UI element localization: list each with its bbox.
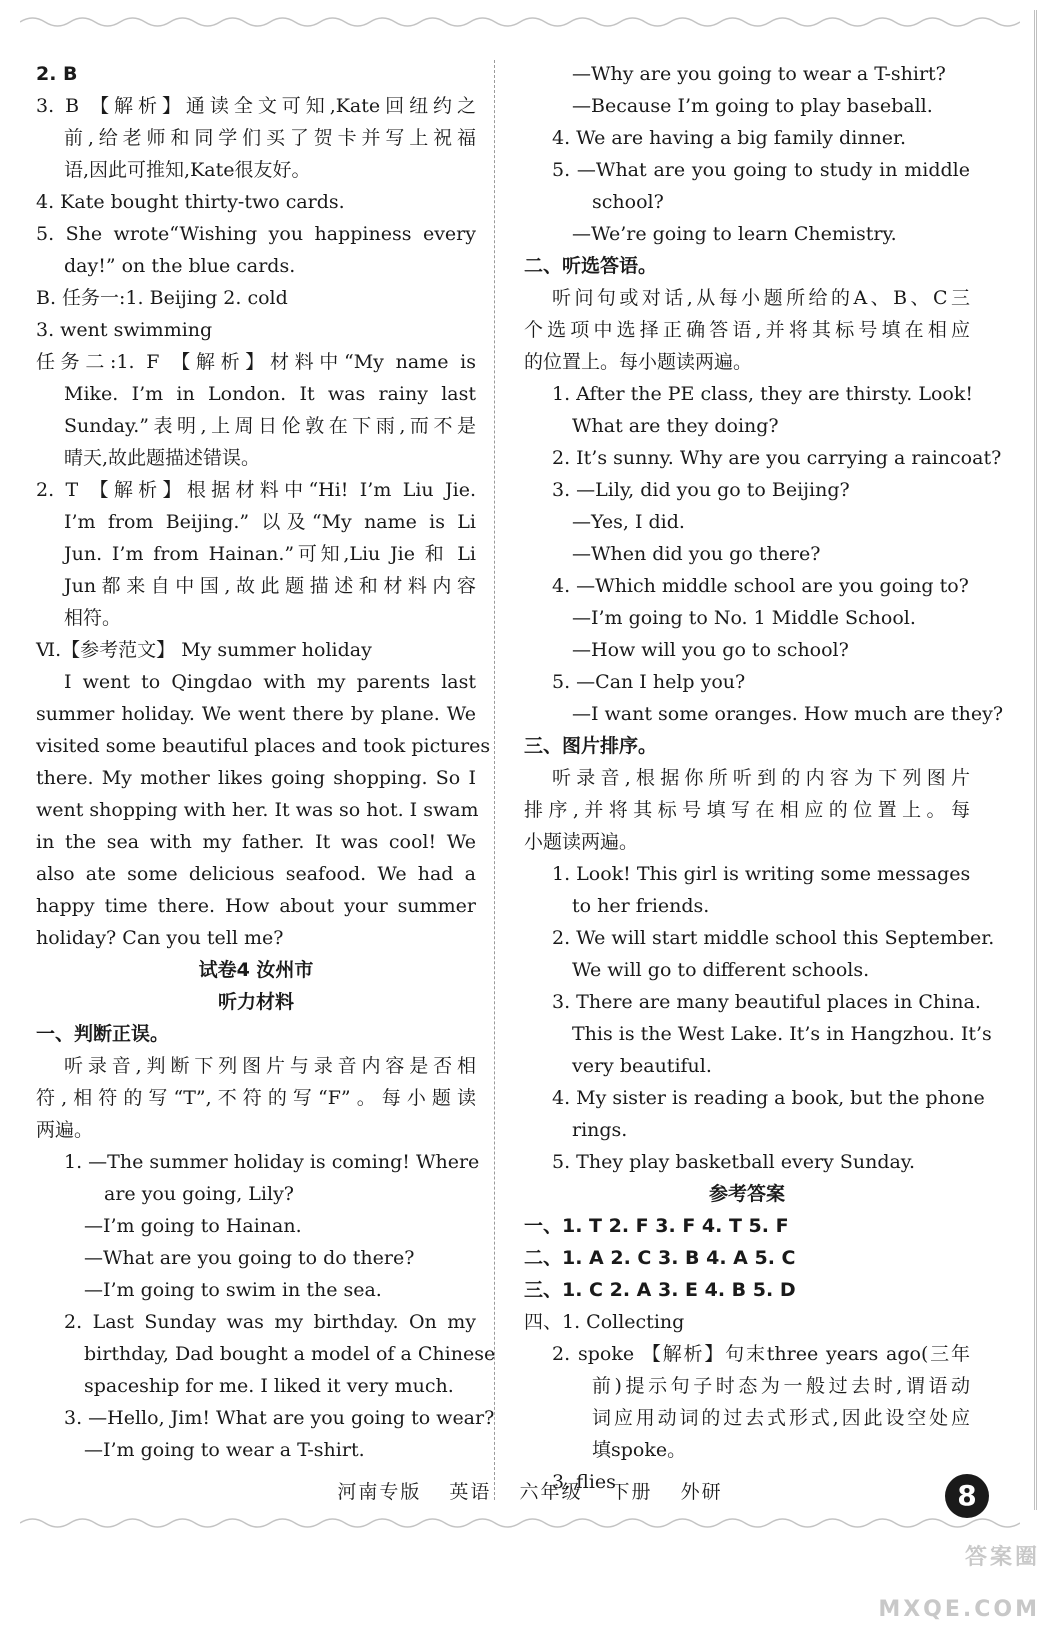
text-line: 4. Kate bought thirty-two cards. xyxy=(36,191,345,213)
text-line: went shopping with her. It was so hot. I swam xyxy=(36,799,479,821)
text-line: 4. —Which middle school are you going to? xyxy=(552,575,969,597)
text-line: 任务二:1. F 【解析】材料中“My name is xyxy=(36,351,476,373)
text-line: I went to Qingdao with my parents last xyxy=(64,671,476,693)
text-line: —We’re going to learn Chemistry. xyxy=(572,223,897,245)
text-line: 5. —Can I help you? xyxy=(552,671,746,693)
footer-edition: 河南专版 xyxy=(337,1481,422,1503)
text-line: there. My mother likes going shopping. So I xyxy=(36,767,476,789)
left-column xyxy=(36,58,496,1466)
text-line: —I’m going to swim in the sea. xyxy=(84,1279,382,1301)
text-line: 符,相符的写“T”,不符的写“F”。每小题读 xyxy=(36,1087,476,1109)
text-line: 5. She wrote“Wishing you happiness every xyxy=(36,223,476,245)
text-line: 前,给老师和同学们买了贺卡并写上祝福 xyxy=(64,127,476,149)
text-line: 语,因此可推知,Kate很友好。 xyxy=(64,159,311,181)
text-line: 小题读两遍。 xyxy=(524,831,639,853)
text-line: 2. It’s sunny. Why are you carrying a raincoat? xyxy=(552,447,1002,469)
text-line: in the sea with my father. It was cool! We xyxy=(36,831,476,853)
text-line: —I want some oranges. How much are they? xyxy=(572,703,1004,725)
text-line: This is the West Lake. It’s in Hangzhou. It’s xyxy=(572,1023,992,1045)
text-line: 1. Look! This girl is writing some messages xyxy=(552,863,971,885)
text-line: 4. We are having a big family dinner. xyxy=(552,127,907,149)
text-line: 2. T 【解析】根据材料中“Hi! I’m Liu Jie. xyxy=(36,479,476,501)
text-line: 5. —What are you going to study in middle xyxy=(552,159,970,181)
watermark-logo: 答案圈 MXQE.COM xyxy=(878,1545,1040,1622)
text-line: B. 任务一:1. Beijing 2. cold xyxy=(36,287,288,309)
text-line: Ⅵ.【参考范文】 My summer holiday xyxy=(36,639,372,661)
text-line: —When did you go there? xyxy=(572,543,821,565)
text-line: to her friends. xyxy=(572,895,710,917)
text-line: —What are you going to do there? xyxy=(84,1247,415,1269)
text-line: rings. xyxy=(572,1119,628,1141)
bottom-wave-border xyxy=(20,1515,1020,1531)
text-line: 一、1. T 2. F 3. F 4. T 5. F xyxy=(524,1215,789,1237)
text-line: 3. —Lily, did you go to Beijing? xyxy=(552,479,850,501)
text-line: —Yes, I did. xyxy=(572,511,685,533)
text-line: 一、判断正误。 xyxy=(36,1023,170,1045)
text-line: 填spoke。 xyxy=(592,1439,687,1461)
text-line: 试卷4 汝州市 xyxy=(198,959,314,981)
text-line: 听录音,判断下列图片与录音内容是否相 xyxy=(64,1055,476,1077)
footer-volume: 下册 xyxy=(610,1481,653,1503)
text-line: day!” on the blue cards. xyxy=(64,255,296,277)
text-line: are you going, Lily? xyxy=(104,1183,294,1205)
text-line: summer holiday. We went there by plane. We xyxy=(36,703,476,725)
text-line: 排序,并将其标号填写在相应的位置上。每 xyxy=(524,799,970,821)
text-line: 2. spoke 【解析】句末three years ago(三年 xyxy=(552,1343,970,1365)
text-line: birthday, Dad bought a model of a Chinese xyxy=(84,1343,496,1365)
text-line: 听力材料 xyxy=(217,991,294,1013)
text-line: 三、1. C 2. A 3. E 4. B 5. D xyxy=(524,1279,796,1301)
text-line: 3. —Hello, Jim! What are you going to wear? xyxy=(64,1407,495,1429)
text-line: holiday? Can you tell me? xyxy=(36,927,284,949)
text-line: 听录音,根据你所听到的内容为下列图片 xyxy=(552,767,970,789)
text-line: 二、听选答语。 xyxy=(524,255,658,277)
text-line: 1. After the PE class, they are thirsty. Look! xyxy=(552,383,973,405)
text-line: spaceship for me. I liked it very much. xyxy=(84,1375,454,1397)
column-divider xyxy=(494,60,495,1500)
text-line: What are they doing? xyxy=(572,415,779,437)
text-line: —I’m going to Hainan. xyxy=(84,1215,302,1237)
text-line: —Because I’m going to play baseball. xyxy=(572,95,933,117)
text-line: very beautiful. xyxy=(572,1055,712,1077)
text-line: —Why are you going to wear a T-shirt? xyxy=(572,63,946,85)
text-line: 三、图片排序。 xyxy=(524,735,658,757)
text-line: 二、1. A 2. C 3. B 4. A 5. C xyxy=(524,1247,796,1269)
text-line: 3. B 【解析】通读全文可知,Kate回纽约之 xyxy=(36,95,476,117)
text-line: 晴天,故此题描述错误。 xyxy=(64,447,261,469)
text-line: 3. flies xyxy=(552,1471,616,1493)
text-line: 相符。 xyxy=(64,607,122,629)
text-line: —I’m going to wear a T-shirt. xyxy=(84,1439,365,1461)
text-line: I’m from Beijing.” 以及“My name is Li xyxy=(64,511,476,533)
page-number: 8 xyxy=(945,1474,989,1518)
text-line: Sunday.”表明,上周日伦敦在下雨,而不是 xyxy=(64,415,476,437)
text-line: 3. went swimming xyxy=(36,319,213,341)
text-line: school? xyxy=(592,191,664,213)
footer-grade: 六年级 xyxy=(519,1481,583,1503)
text-line: 4. My sister is reading a book, but the phone xyxy=(552,1087,985,1109)
text-line: 四、1. Collecting xyxy=(524,1311,685,1333)
text-line: Jun. I’m from Hainan.”可知,Liu Jie 和 Li xyxy=(64,543,476,565)
text-line: —How will you go to school? xyxy=(572,639,849,661)
text-line: happy time there. How about your summer xyxy=(36,895,476,917)
text-line: 两遍。 xyxy=(36,1119,94,1141)
text-line: 听问句或对话,从每小题所给的A、B、C三 xyxy=(552,287,970,309)
text-line: 词应用动词的过去式形式,因此设空处应 xyxy=(592,1407,970,1429)
text-line: 2. We will start middle school this September. xyxy=(552,927,995,949)
text-line: 3. There are many beautiful places in China. xyxy=(552,991,981,1013)
text-line: 参考答案 xyxy=(708,1183,785,1205)
text-line: 个选项中选择正确答语,并将其标号填在相应 xyxy=(524,319,970,341)
text-line: visited some beautiful places and took pictures xyxy=(36,735,491,757)
text-line: 2. B xyxy=(36,63,78,85)
footer-publisher: 外研 xyxy=(680,1481,723,1503)
text-line: 5. They play basketball every Sunday. xyxy=(552,1151,916,1173)
text-line: 前)提示句子时态为一般过去时,谓语动 xyxy=(592,1375,971,1397)
top-wave-border xyxy=(20,14,1020,30)
footer-subject: 英语 xyxy=(449,1481,492,1503)
text-line: Mike. I’m in London. It was rainy last xyxy=(64,383,476,405)
text-line: —I’m going to No. 1 Middle School. xyxy=(572,607,916,629)
text-line: 1. —The summer holiday is coming! Where xyxy=(64,1151,480,1173)
page-footer xyxy=(0,1472,1060,1512)
text-line: also ate some delicious seafood. We had a xyxy=(36,863,476,885)
text-line: We will go to different schools. xyxy=(572,959,870,981)
text-line: Jun都来自中国,故此题描述和材料内容 xyxy=(64,575,476,597)
text-line: 2. Last Sunday was my birthday. On my xyxy=(64,1311,476,1333)
text-line: 的位置上。每小题读两遍。 xyxy=(524,351,753,373)
right-column xyxy=(524,58,1004,1498)
